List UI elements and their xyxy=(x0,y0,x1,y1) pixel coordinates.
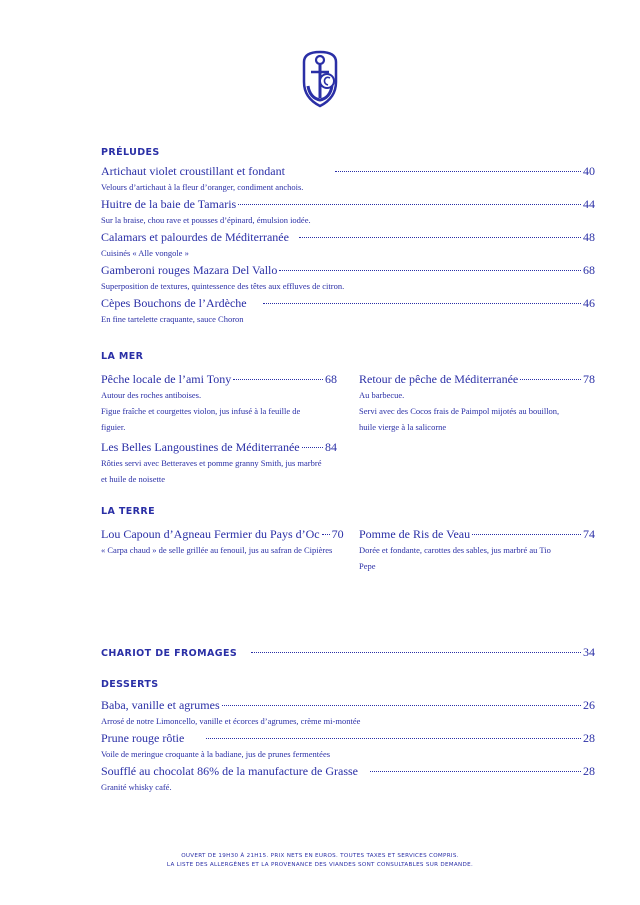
dish-name: Soufflé au chocolat 86% de la manufacture de Grasse xyxy=(101,764,359,778)
dish-price: 48 xyxy=(583,230,595,244)
dish-description: Arrosé de notre Limoncello, vanille et écorces d’agrumes, crème mi-montée xyxy=(101,716,361,726)
anchor-monogram-icon xyxy=(298,48,342,112)
dish-name: Retour de pêche de Méditerranée xyxy=(359,372,519,386)
menu-item xyxy=(101,197,595,228)
dish-name: Huitre de la baie de Tamaris xyxy=(101,197,237,211)
footer-line-allergens: LA LISTE DES ALLERGÈNES ET LA PROVENANCE DES VIANDES SONT CONSULTABLES SUR DEMANDE. xyxy=(166,862,474,868)
dish-description: En fine tartelette craquante, sauce Choron xyxy=(101,314,244,324)
dish-name: Calamars et palourdes de Méditerranée xyxy=(101,230,289,244)
section-title-preludes: PRÉLUDES xyxy=(101,147,160,158)
section-title-fromages: CHARIOT DE FROMAGES xyxy=(101,648,238,659)
dot-leader xyxy=(206,738,581,739)
menu-item xyxy=(101,296,595,327)
dish-description: Cuisinés « Alle vongole » xyxy=(101,248,189,258)
dish-price: 74 xyxy=(583,527,595,541)
dot-leader xyxy=(263,303,581,304)
dish-price: 68 xyxy=(583,263,595,277)
menu-item xyxy=(359,372,595,435)
menu-item xyxy=(101,440,337,487)
dish-description: Superposition de textures, quintessence des têtes aux effluves de citron. xyxy=(101,281,345,291)
menu-item xyxy=(101,527,344,558)
dish-price: 40 xyxy=(583,164,595,178)
menu-item xyxy=(101,372,337,435)
dish-description: Au barbecue. Servi avec des Cocos frais de Paimpol mijotés au bouillon, huile vierge à la salicorne xyxy=(359,390,560,432)
dot-leader xyxy=(335,171,581,172)
menu-item xyxy=(101,164,595,195)
dot-leader xyxy=(251,652,581,653)
dish-price: 28 xyxy=(583,764,595,778)
footer xyxy=(0,852,640,870)
dish-name: Baba, vanille et agrumes xyxy=(101,698,220,712)
dish-name: Lou Capoun d’Agneau Fermier du Pays d’Oc xyxy=(101,527,320,541)
footer-line-hours: OUVERT DE 19H30 À 21H15. PRIX NETS EN EUROS. TOUTES TAXES ET SERVICES COMPRIS. xyxy=(181,853,459,859)
dish-price: 44 xyxy=(583,197,595,211)
dish-price: 78 xyxy=(583,372,595,386)
menu-item xyxy=(101,698,595,729)
dish-description: Velours d’artichaut à la fleur d’oranger, condiment anchois. xyxy=(101,182,304,192)
dish-description: Granité whisky café. xyxy=(101,782,172,792)
menu-item xyxy=(101,731,595,762)
menu-item xyxy=(359,527,595,574)
section-title-desserts: DESSERTS xyxy=(101,679,159,690)
dish-description: Autour des roches antiboises. Figue fraîche et courgettes violon, jus infusé à la feuille de figuier. xyxy=(101,390,301,432)
dish-name: Cèpes Bouchons de l’Ardèche xyxy=(101,296,247,310)
dot-leader xyxy=(299,237,581,238)
dish-name: Prune rouge rôtie xyxy=(101,731,185,745)
dish-description: Dorée et fondante, carottes des sables, jus marbré au Tio Pepe xyxy=(359,545,551,571)
dish-name: Pomme de Ris de Veau xyxy=(359,527,471,541)
dish-price: 26 xyxy=(583,698,595,712)
dot-leader xyxy=(472,534,581,535)
dot-leader xyxy=(370,771,581,772)
menu-item xyxy=(101,764,595,795)
dish-name: Pêche locale de l’ami Tony xyxy=(101,372,232,386)
dot-leader xyxy=(238,204,581,205)
dish-description: Rôties servi avec Betteraves et pomme granny Smith, jus marbré et huile de noisette xyxy=(101,458,322,484)
menu-item-fromages xyxy=(101,645,595,661)
dot-leader xyxy=(322,534,330,535)
dish-price: 46 xyxy=(583,296,595,310)
dish-name: Artichaut violet croustillant et fondant xyxy=(101,164,285,178)
dish-description: « Carpa chaud » de selle grillée au fenouil, jus au safran de Cipières xyxy=(101,545,333,555)
dot-leader xyxy=(222,705,581,706)
dish-price: 68 xyxy=(325,372,337,386)
dish-name: Gamberoni rouges Mazara Del Vallo xyxy=(101,263,278,277)
dish-price: 34 xyxy=(583,645,595,659)
section-title-mer: LA MER xyxy=(101,351,144,362)
dish-name: Les Belles Langoustines de Méditerranée xyxy=(101,440,300,454)
menu-item xyxy=(101,230,595,261)
dish-description: Voile de meringue croquante à la badiane, jus de prunes fermentées xyxy=(101,749,331,759)
dish-price: 70 xyxy=(331,527,344,541)
dish-description: Sur la braise, chou rave et pousses d’épinard, émulsion iodée. xyxy=(101,215,311,225)
dot-leader xyxy=(233,379,323,380)
dot-leader xyxy=(302,447,323,448)
dish-price: 28 xyxy=(583,731,595,745)
menu-item xyxy=(101,263,595,294)
dot-leader xyxy=(279,270,581,271)
dot-leader xyxy=(520,379,581,380)
section-title-terre: LA TERRE xyxy=(101,506,156,517)
dish-price: 84 xyxy=(325,440,337,454)
